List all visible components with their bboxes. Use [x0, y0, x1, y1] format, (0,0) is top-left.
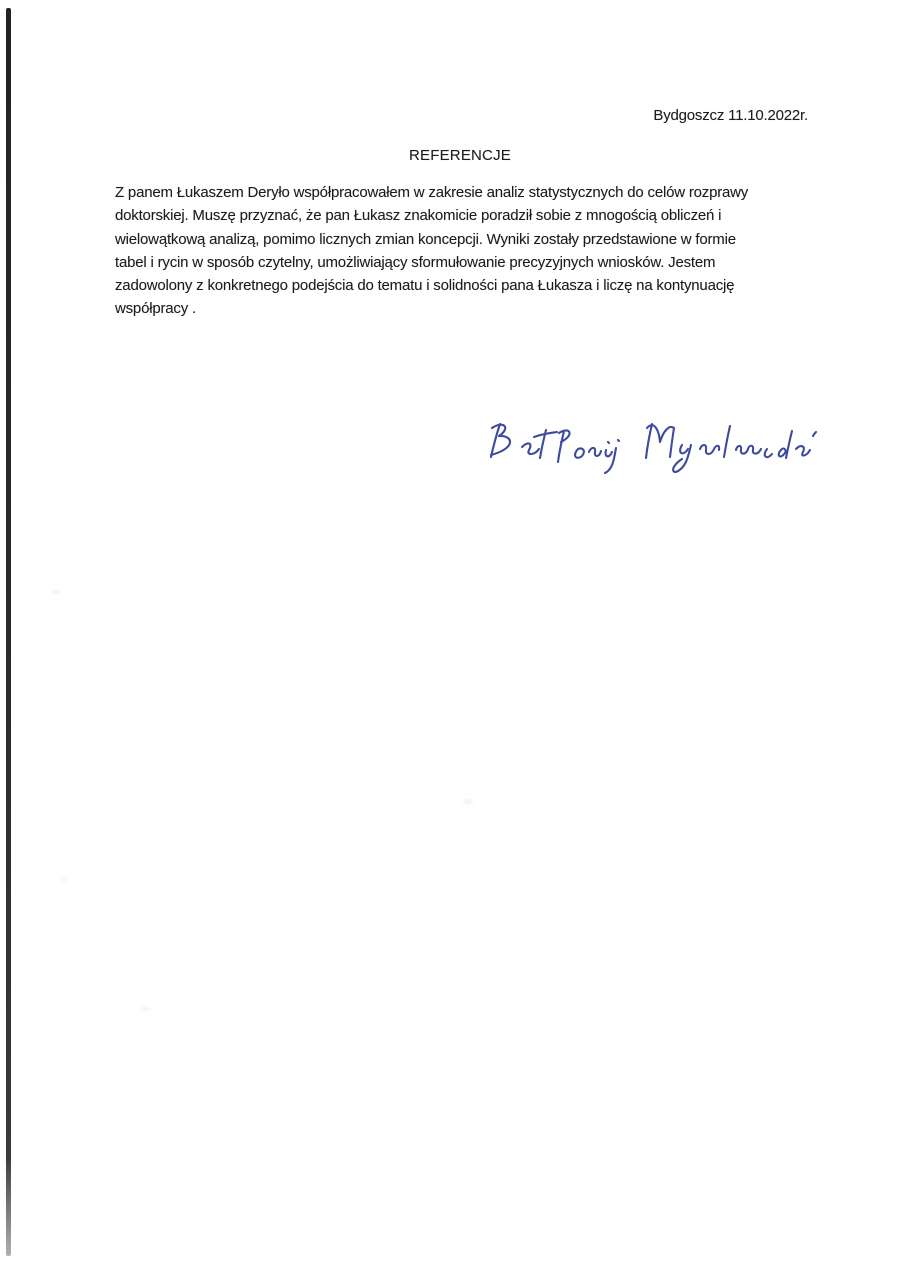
body-line: współpracy .: [115, 300, 196, 318]
city-date-line: Bydgoszcz 11.10.2022r.: [653, 107, 808, 124]
body-line: zadowolony z konkretnego podejścia do tematu i solidności pana Łukasza i liczę na kontynuację: [115, 277, 735, 295]
signature-handwriting: [478, 404, 823, 484]
body-line: tabel i rycin w sposób czytelny, umożliwiający sformułowanie precyzyjnych wniosków. Jestem: [115, 253, 716, 271]
scan-speck: [60, 877, 68, 881]
scan-speck: [463, 799, 473, 804]
document-title: REFERENCJE: [408, 147, 511, 164]
body-line: doktorskiej. Muszę przyznać, że pan Łukasz znakomicie poradził sobie z mnogością obliczeń i: [115, 207, 722, 225]
body-line: wielowątkową analizą, pomimo licznych zmian koncepcji. Wyniki zostały przedstawione w formie: [115, 230, 736, 248]
scan-speck: [52, 590, 61, 594]
body-paragraph: [115, 181, 748, 321]
scan-edge-artifact: [6, 8, 11, 1256]
scan-speck: [140, 1007, 150, 1011]
body-line: Z panem Łukaszem Deryło współpracowałem w zakresie analiz statystycznych do celów rozprawy: [115, 184, 749, 201]
signature-strokes: [491, 424, 816, 473]
